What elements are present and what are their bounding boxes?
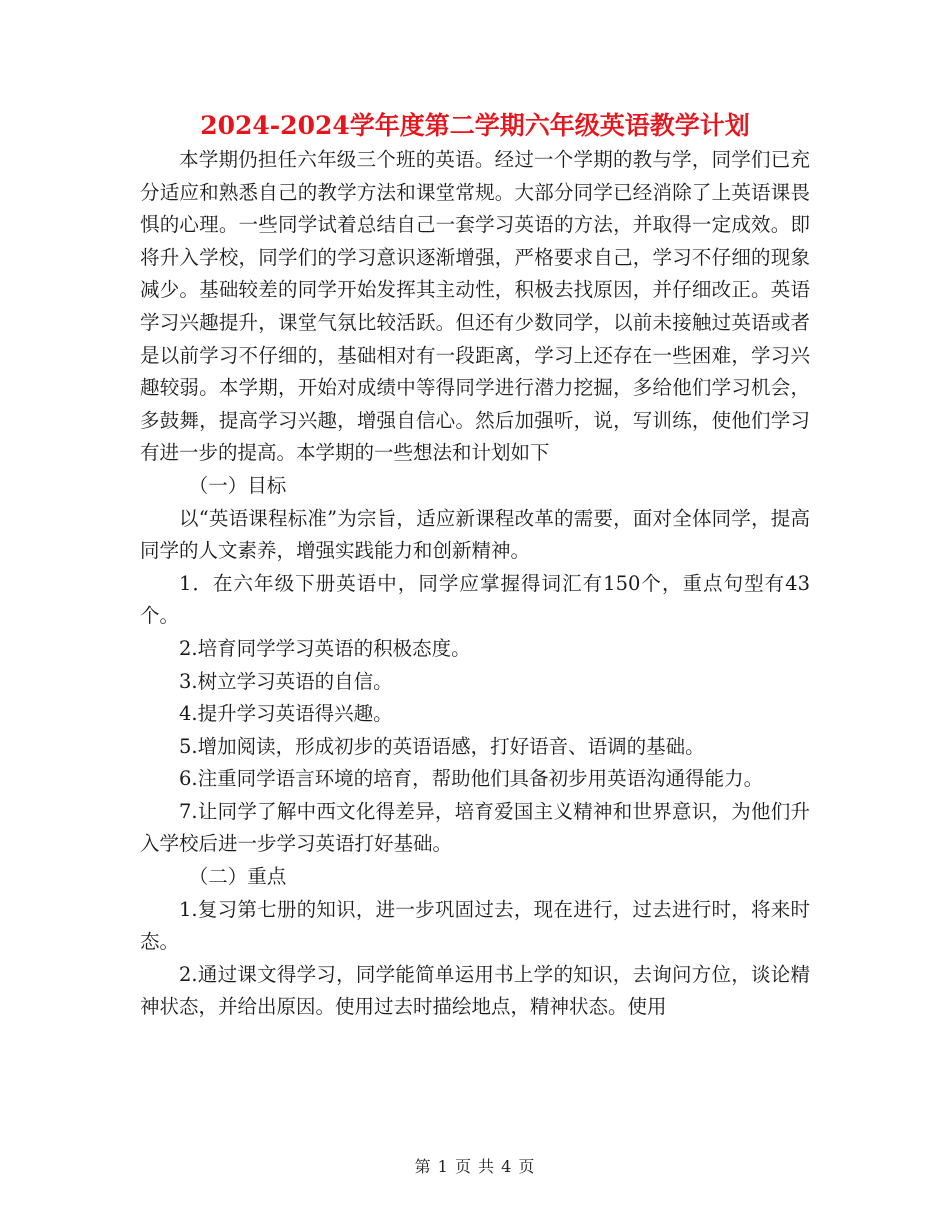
goal-item-1: 1．在六年级下册英语中，同学应掌握得词汇有150个，重点句型有43个。: [140, 571, 810, 628]
goal-item-6: 6.注重同学语言环境的培育，帮助他们具备初步用英语沟通得能力。: [179, 767, 764, 791]
goal-item-5: 5.增加阅读，形成初步的英语语感，打好语音、语调的基础。: [179, 734, 705, 758]
focus-item-1: 1.复习第七册的知识，进一步巩固过去，现在进行，过去进行时，将来时态。: [140, 897, 810, 954]
goals-paragraph: 以“英语课程标准”为宗旨，适应新课程改革的需要，面对全体同学，提高同学的人文素养，增强实践能力和创新精神。: [140, 506, 810, 563]
goal-item-2: 2.培育同学学习英语的积极态度。: [179, 636, 471, 660]
section-heading-goals: （一）目标: [188, 473, 287, 497]
document-page: [140, 108, 810, 1024]
page-footer: 第 1 页 共 4 页: [414, 1157, 536, 1176]
goal-item-3: 3.树立学习英语的自信。: [179, 669, 393, 693]
goal-item-7: 7.让同学了解中西文化得差异，培育爱国主义精神和世界意识，为他们升入学校后进一步学习英语打好基础。: [140, 799, 810, 856]
section-heading-focus: （二）重点: [188, 865, 287, 889]
document-title: 2024-2024学年度第二学期六年级英语教学计划: [200, 111, 750, 140]
goal-item-4: 4.提升学习英语得兴趣。: [179, 702, 393, 726]
intro-paragraph: 本学期仍担任六年级三个班的英语。经过一个学期的教与学，同学们已充分适应和熟悉自己的教学方法和课堂常规。大部分同学已经消除了上英语课畏惧的心理。一些同学试着总结自己一套学习英语的方法，并取得一定成效。即将升入学校，同学们的学习意识逐渐增强，严格要求自己，学习不仔细的现象减少。基础较差的同学开始发挥其主动性，积极去找原因，并仔细改正。英语学习兴趣提升，课堂气氛比较活跃。但还有少数同学，以前未接触过英语或者是以前学习不仔细的，基础相对有一段距离，学习上还存在一些困难，学习兴趣较弱。本学期，开始对成绩中等得同学进行潜力挖掘，多给他们学习机会，多鼓舞，提高学习兴趣，增强自信心。然后加强听，说，写训练，使他们学习有进一步的提高。本学期的一些想法和计划如下: [140, 148, 810, 465]
focus-item-2: 2.通过课文得学习，同学能简单运用书上学的知识，去询问方位，谈论精神状态，并给出原因。使用过去时描绘地点，精神状态。使用: [140, 962, 810, 1019]
